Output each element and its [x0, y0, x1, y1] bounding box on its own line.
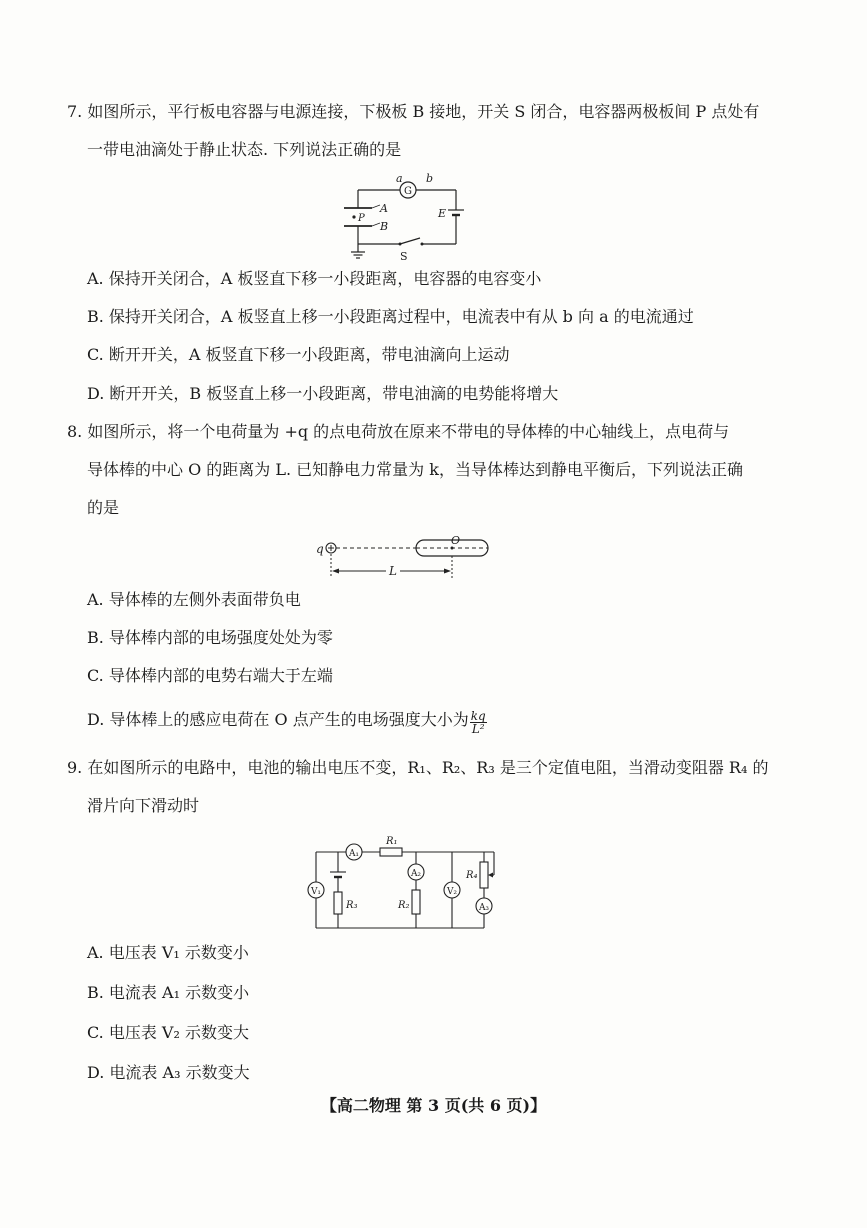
q8-label-L: L [389, 564, 397, 578]
q9-R3-label: R₃ [346, 900, 358, 911]
q8-stem-line3: 的是 [87, 498, 120, 517]
q7-label-E: E [438, 207, 447, 220]
page-footer: 【高二物理 第 3 页(共 6 页)】 [320, 1096, 547, 1115]
q7-label-A: A [380, 202, 388, 215]
q8-stem-line2: 导体棒的中心 O 的距离为 L. 已知静电力常量为 k，当导体棒达到静电平衡后，下列说法正确 [87, 460, 743, 479]
q8-option-d-text: D. 导体棒上的感应电荷在 O 点产生的电场强度大小为 [87, 710, 469, 729]
q7-label-a: a [396, 172, 403, 185]
q7-stem-line1: 7. 如图所示，平行板电容器与电源连接，下极板 B 接地，开关 S 闭合，电容器两极板间 P 点处有 [67, 102, 760, 121]
q9-option-a: A. 电压表 V₁ 示数变小 [87, 943, 249, 962]
fraction-numerator: kq [470, 709, 486, 723]
q9-option-d: D. 电流表 A₃ 示数变大 [87, 1063, 250, 1082]
q9-A2-label: A₂ [410, 869, 422, 879]
q8-option-d-fraction [470, 710, 487, 735]
q9-circuit-figure [300, 828, 510, 936]
q7-galvanometer-label: G [404, 186, 412, 197]
q8-option-b: B. 导体棒内部的电场强度处处为零 [87, 628, 333, 647]
q8-label-O: O [451, 534, 461, 547]
q8-label-q: q [316, 542, 324, 556]
q9-stem-line1: 9. 在如图所示的电路中，电池的输出电压不变，R₁、R₂、R₃ 是三个定值电阻，当滑动变阻器 R₄ 的 [67, 758, 769, 777]
q7-label-b: b [426, 172, 434, 185]
q9-R4-label: R₄ [466, 870, 478, 881]
q9-A1-label: A₁ [348, 849, 360, 859]
q7-option-a: A. 保持开关闭合，A 板竖直下移一小段距离，电容器的电容变小 [87, 269, 542, 288]
q7-option-c: C. 断开开关，A 板竖直下移一小段距离，带电油滴向上运动 [87, 345, 510, 364]
q7-option-d: D. 断开开关，B 板竖直上移一小段距离，带电油滴的电势能将增大 [87, 384, 559, 403]
q8-option-a: A. 导体棒的左侧外表面带负电 [87, 590, 301, 609]
q9-A3-label: A₃ [478, 903, 490, 913]
q9-R2-label: R₂ [398, 900, 410, 911]
q9-V2-label: V₂ [446, 887, 458, 897]
q7-label-S: S [400, 250, 408, 263]
q8-option-d [87, 709, 487, 735]
q7-option-b: B. 保持开关闭合，A 板竖直上移一小段距离过程中，电流表中有从 b 向 a 的电流通过 [87, 307, 694, 326]
q9-R1-label: R₁ [386, 836, 398, 847]
fraction-denominator: L² [471, 722, 485, 736]
q9-option-c: C. 电压表 V₂ 示数变大 [87, 1023, 249, 1042]
q7-stem-line2: 一带电油滴处于静止状态. 下列说法正确的是 [87, 140, 402, 159]
q9-V1-label: V₁ [310, 887, 322, 897]
q8-conductor-rod-figure [312, 532, 502, 582]
q7-label-P: P [358, 213, 365, 224]
q9-stem-line2: 滑片向下滑动时 [87, 796, 200, 815]
q8-stem-line1: 8. 如图所示，将一个电荷量为 +q 的点电荷放在原来不带电的导体棒的中心轴线上，点电荷与 [67, 422, 730, 441]
q9-option-b: B. 电流表 A₁ 示数变小 [87, 983, 250, 1002]
q7-label-B: B [380, 220, 389, 233]
q8-option-c: C. 导体棒内部的电势右端大于左端 [87, 666, 333, 685]
q7-capacitor-circuit-figure [338, 172, 468, 264]
